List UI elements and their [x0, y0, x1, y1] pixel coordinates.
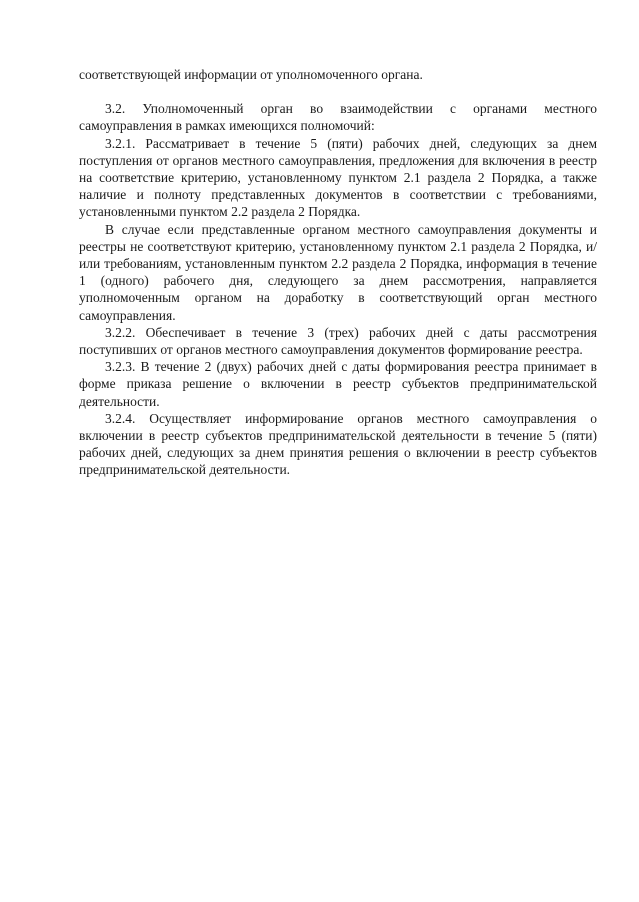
paragraph-3-2-3: 3.2.3. В течение 2 (двух) рабочих дней с даты формирования реестра принимает в форме приказа решение о включении в реестр субъектов предпринимательской деятельности. [79, 359, 597, 409]
paragraph-spacer [79, 83, 597, 100]
paragraph-3-2: 3.2. Уполномоченный орган во взаимодействии с органами местного самоуправления в рамках имеющихся полномочий: [79, 101, 597, 134]
document-body [79, 66, 597, 479]
paragraph-3-2-1: 3.2.1. Рассматривает в течение 5 (пяти) рабочих дней, следующих за днем поступления от органов местного самоуправления, предложения для включения в реестр на соответствие критерию, установленному пунктом 2.1 раздела 2 Порядка, а также наличие и полноту представленных документов в соответствии с требованиями, установленными пунктом 2.2 раздела 2 Порядка. [79, 135, 597, 220]
paragraph-continuation: соответствующей информации от уполномоченного органа. [79, 67, 423, 82]
paragraph-3-2-2: 3.2.2. Обеспечивает в течение 3 (трех) рабочих дней с даты рассмотрения поступивших от органов местного самоуправления документов формирование реестра. [79, 324, 597, 358]
paragraph-3-2-4: 3.2.4. Осуществляет информирование органов местного самоуправления о включении в реестр субъектов предпринимательской деятельности в течение 5 (пяти) рабочих дней, следующих за днем принятия решения о включении в реестр субъектов предпринимательской деятельности. [79, 410, 597, 478]
paragraph-rejection-case: В случае если представленные органом местного самоуправления документы и реестры не соответствуют критерию, установленному пунктом 2.1 раздела 2 Порядка, и/или требованиям, установленным пунктом 2.2 раздела 2 Порядка, информация в течение 1 (одного) рабочего дня, следующего за днем рассмотрения, направляется уполномоченным органом на доработку в соответствующий орган местного самоуправления. [79, 221, 597, 323]
